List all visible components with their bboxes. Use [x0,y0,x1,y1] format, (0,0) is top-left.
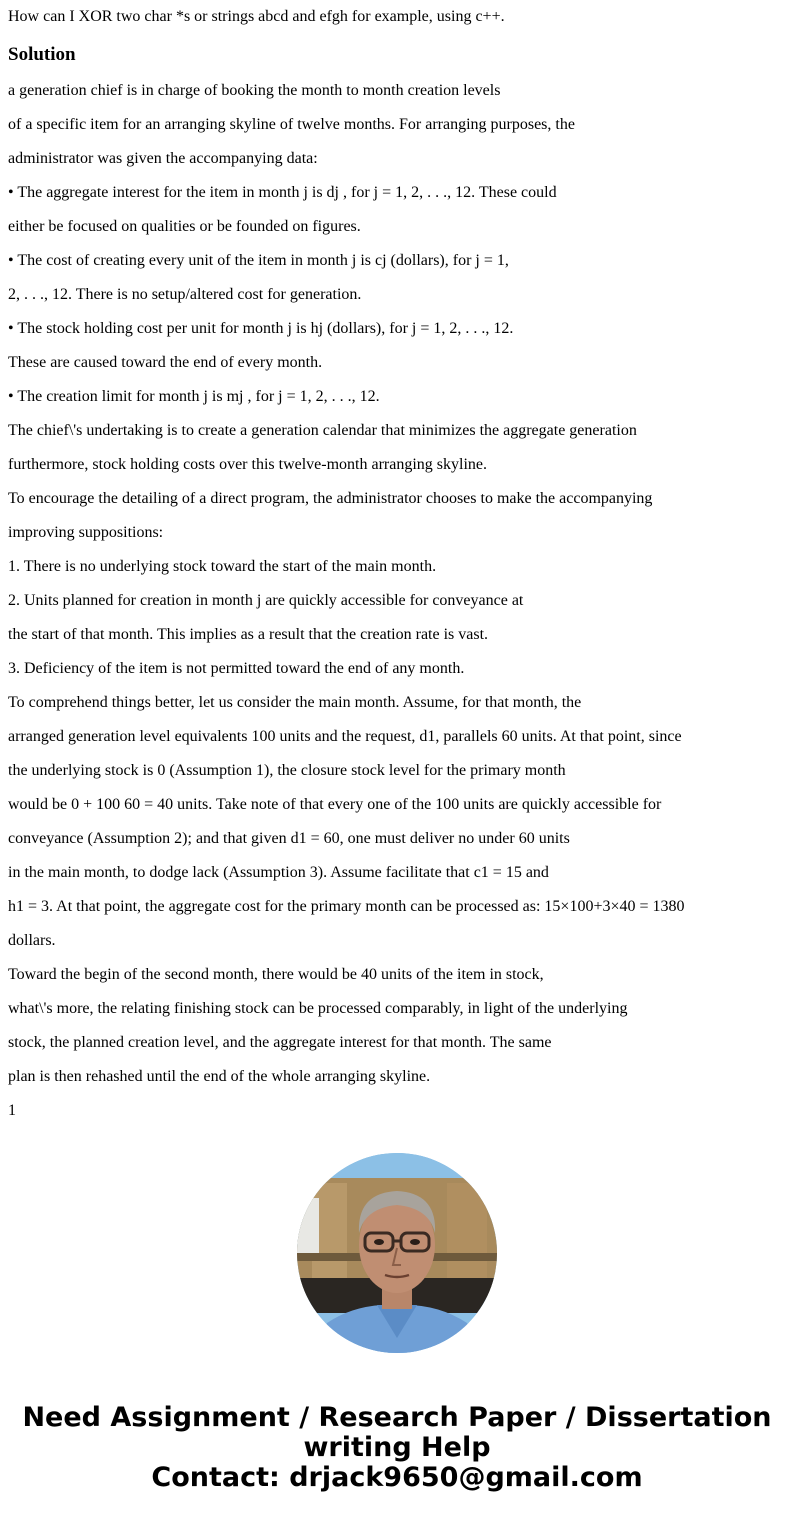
text-line: dollars. [8,932,56,949]
text-line: administrator was given the accompanying data: [8,150,318,167]
text-line: h1 = 3. At that point, the aggregate cost for the primary month can be processed as: 15×100+3×40 = 1380 [8,898,685,915]
text-line: • The cost of creating every unit of the item in month j is cj (dollars), for j = 1, [8,252,509,269]
text-line: improving suppositions: [8,524,164,541]
text-line: in the main month, to dodge lack (Assumption 3). Assume facilitate that c1 = 15 and [8,864,549,881]
text-line: conveyance (Assumption 2); and that given d1 = 60, one must deliver no under 60 units [8,830,570,847]
text-line: either be focused on qualities or be founded on figures. [8,218,361,235]
text-line: 1. There is no underlying stock toward the start of the main month. [8,558,437,575]
text-line: These are caused toward the end of every month. [8,354,323,371]
text-line: 2, . . ., 12. There is no setup/altered cost for generation. [8,286,362,303]
text-line: of a specific item for an arranging skyline of twelve months. For arranging purposes, the [8,116,575,133]
person-photo-icon [297,1153,497,1353]
text-line: • The aggregate interest for the item in month j is dj , for j = 1, 2, . . ., 12. These could [8,184,557,201]
solution-heading: Solution [8,44,76,65]
promo-line-2: writing Help [303,1432,491,1463]
text-line: • The stock holding cost per unit for month j is hj (dollars), for j = 1, 2, . . ., 12. [8,320,514,337]
text-line: furthermore, stock holding costs over this twelve-month arranging skyline. [8,456,488,473]
text-line: arranged generation level equivalents 100 units and the request, d1, parallels 60 units. At that point, since [8,728,682,745]
document-body [8,0,788,1128]
text-line: would be 0 + 100 60 = 40 units. Take note of that every one of the 100 units are quickly accessible for [8,796,662,813]
promo-banner [0,1403,794,1493]
page-number: 1 [8,1102,16,1119]
avatar [297,1153,497,1353]
text-line: Toward the begin of the second month, there would be 40 units of the item in stock, [8,966,544,983]
solution-text [8,74,788,1128]
text-line: a generation chief is in charge of booking the month to month creation levels [8,82,501,99]
text-line: The chief\'s undertaking is to create a generation calendar that minimizes the aggregate generation [8,422,637,439]
text-line: stock, the planned creation level, and the aggregate interest for that month. The same [8,1034,552,1051]
text-line: plan is then rehashed until the end of the whole arranging skyline. [8,1068,431,1085]
text-line: • The creation limit for month j is mj , for j = 1, 2, . . ., 12. [8,388,380,405]
text-line: 2. Units planned for creation in month j are quickly accessible for conveyance at [8,592,524,609]
question-text: How can I XOR two char *s or strings abcd and efgh for example, using c++. [8,8,505,25]
promo-contact: Contact: drjack9650@gmail.com [151,1462,643,1493]
text-line: 3. Deficiency of the item is not permitted toward the end of any month. [8,660,465,677]
text-line: what\'s more, the relating finishing stock can be processed comparably, in light of the underlying [8,1000,628,1017]
promo-line-1: Need Assignment / Research Paper / Dissertation [22,1402,772,1433]
text-line: the start of that month. This implies as a result that the creation rate is vast. [8,626,489,643]
text-line: To comprehend things better, let us consider the main month. Assume, for that month, the [8,694,582,711]
text-line: the underlying stock is 0 (Assumption 1), the closure stock level for the primary month [8,762,566,779]
text-line: To encourage the detailing of a direct program, the administrator chooses to make the accompanying [8,490,653,507]
